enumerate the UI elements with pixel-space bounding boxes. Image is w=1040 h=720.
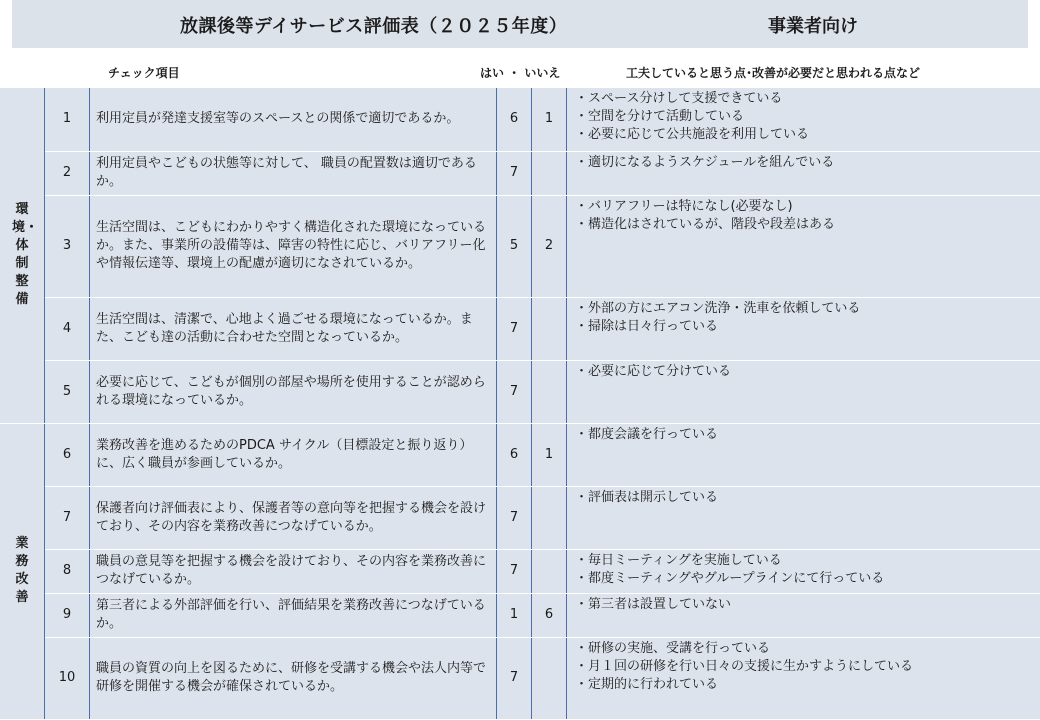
yes-count: 7 (497, 549, 532, 593)
table-row (0, 88, 1040, 151)
check-item-text: 利用定員やこどもの状態等に対して、 職員の配置数は適切であるか。 (90, 151, 497, 195)
note-line: ・外部の方にエアコン洗浄・洗車を依頼している (575, 300, 861, 316)
yes-count: 1 (497, 593, 532, 637)
row-number: 4 (45, 297, 90, 360)
row-number: 5 (45, 360, 90, 423)
check-item-text: 第三者による外部評価を行い、評価結果を業務改善につなげているか。 (90, 593, 497, 637)
note-line: ・定期的に行われている (575, 676, 719, 692)
note-line: ・バリアフリーは特になし(必要なし) (575, 198, 793, 214)
notes-cell (567, 637, 1040, 719)
title-bar (12, 0, 1028, 48)
row-number: 9 (45, 593, 90, 637)
check-item-text: 生活空間は、清潔で、心地よく過ごせる環境になっているか。また、こども達の活動に合わせた空間となっているか。 (90, 297, 497, 360)
yes-count: 6 (497, 88, 532, 151)
notes-cell (567, 423, 1040, 486)
evaluation-table (0, 88, 1040, 720)
notes-cell (567, 593, 1040, 637)
note-line: ・適切になるようスケジュールを組んでいる (575, 154, 835, 170)
category-environment: 環境・体制整備 (0, 88, 45, 423)
yes-count: 7 (497, 297, 532, 360)
audience-label: 事業者向け (768, 16, 858, 37)
note-line: ・必要に応じて公共施設を利用している (575, 127, 810, 142)
note-line: ・月１回の研修を行い日々の支援に生かすようにしている (575, 658, 914, 674)
table-row (0, 195, 1040, 297)
table-row (0, 549, 1040, 593)
no-count (532, 549, 567, 593)
table-row (0, 486, 1040, 549)
table-row (0, 360, 1040, 423)
row-number: 6 (45, 423, 90, 486)
table-row (0, 637, 1040, 719)
check-item-text: 利用定員が発達支援室等のスペースとの関係で適切であるか。 (90, 88, 497, 151)
row-number: 1 (45, 88, 90, 151)
note-line: ・第三者は設置していない (575, 596, 732, 612)
table-row (0, 297, 1040, 360)
check-item-text: 業務改善を進めるためのPDCA サイクル（目標設定と振り返り）に、広く職員が参画しているか。 (90, 423, 497, 486)
notes-cell (567, 297, 1040, 360)
check-item-text: 生活空間は、こどもにわかりやすく構造化された環境になっているか。また、事業所の設備等は、障害の特性に応じ、バリアフリー化や情報伝達等、環境上の配慮が適切になされているか。 (90, 195, 497, 297)
yes-count: 7 (497, 151, 532, 195)
no-count: 2 (532, 195, 567, 297)
table-row (0, 593, 1040, 637)
notes-cell (567, 549, 1040, 593)
notes-cell (567, 151, 1040, 195)
note-line: ・都度ミーティングやグループラインにて行っている (575, 570, 885, 586)
no-count (532, 637, 567, 719)
note-line: ・必要に応じて分けている (575, 363, 732, 379)
row-number: 7 (45, 486, 90, 549)
check-item-text: 保護者向け評価表により、保護者等の意向等を把握する機会を設けており、その内容を業務改善につなげているか。 (90, 486, 497, 549)
no-count (532, 360, 567, 423)
no-count (532, 297, 567, 360)
yes-count: 5 (497, 195, 532, 297)
no-count: 1 (532, 88, 567, 151)
table-row (0, 423, 1040, 486)
page-title: 放課後等デイサービス評価表（２０２５年度） (180, 16, 568, 37)
note-line: ・評価表は開示している (575, 489, 719, 505)
table-row (0, 151, 1040, 195)
row-number: 10 (45, 637, 90, 719)
yes-count: 7 (497, 360, 532, 423)
notes-cell (567, 486, 1040, 549)
no-count (532, 151, 567, 195)
no-count (532, 486, 567, 549)
no-count: 6 (532, 593, 567, 637)
check-item-header: チェック項目 (108, 66, 180, 80)
note-line: ・スペース分けして支援できている (575, 91, 783, 106)
no-count: 1 (532, 423, 567, 486)
category-operations: 業務改善 (0, 423, 45, 719)
note-line: ・空間を分けて活動している (575, 109, 745, 124)
yes-count: 7 (497, 486, 532, 549)
row-number: 2 (45, 151, 90, 195)
note-line: ・都度会議を行っている (575, 426, 719, 442)
yes-count: 6 (497, 423, 532, 486)
check-item-text: 職員の意見等を把握する機会を設けており、その内容を業務改善につなげているか。 (90, 549, 497, 593)
yes-no-header: はい ・ いいえ (480, 66, 561, 80)
notes-cell (567, 360, 1040, 423)
check-item-text: 必要に応じて、こどもが個別の部屋や場所を使用することが認められる環境になっているか。 (90, 360, 497, 423)
notes-cell (567, 195, 1040, 297)
check-item-text: 職員の資質の向上を図るために、研修を受講する機会や法人内等で研修を開催する機会が確保されているか。 (90, 637, 497, 719)
row-number: 3 (45, 195, 90, 297)
note-line: ・研修の実施、受講を行っている (575, 640, 771, 656)
row-number: 8 (45, 549, 90, 593)
note-line: ・毎日ミーティングを実施している (575, 552, 782, 568)
yes-count: 7 (497, 637, 532, 719)
note-line: ・構造化はされているが、階段や段差はある (575, 216, 836, 232)
notes-cell (567, 88, 1040, 151)
note-line: ・掃除は日々行っている (575, 318, 719, 334)
notes-header: 工夫していると思う点･改善が必要だと思われる点など (626, 66, 921, 80)
